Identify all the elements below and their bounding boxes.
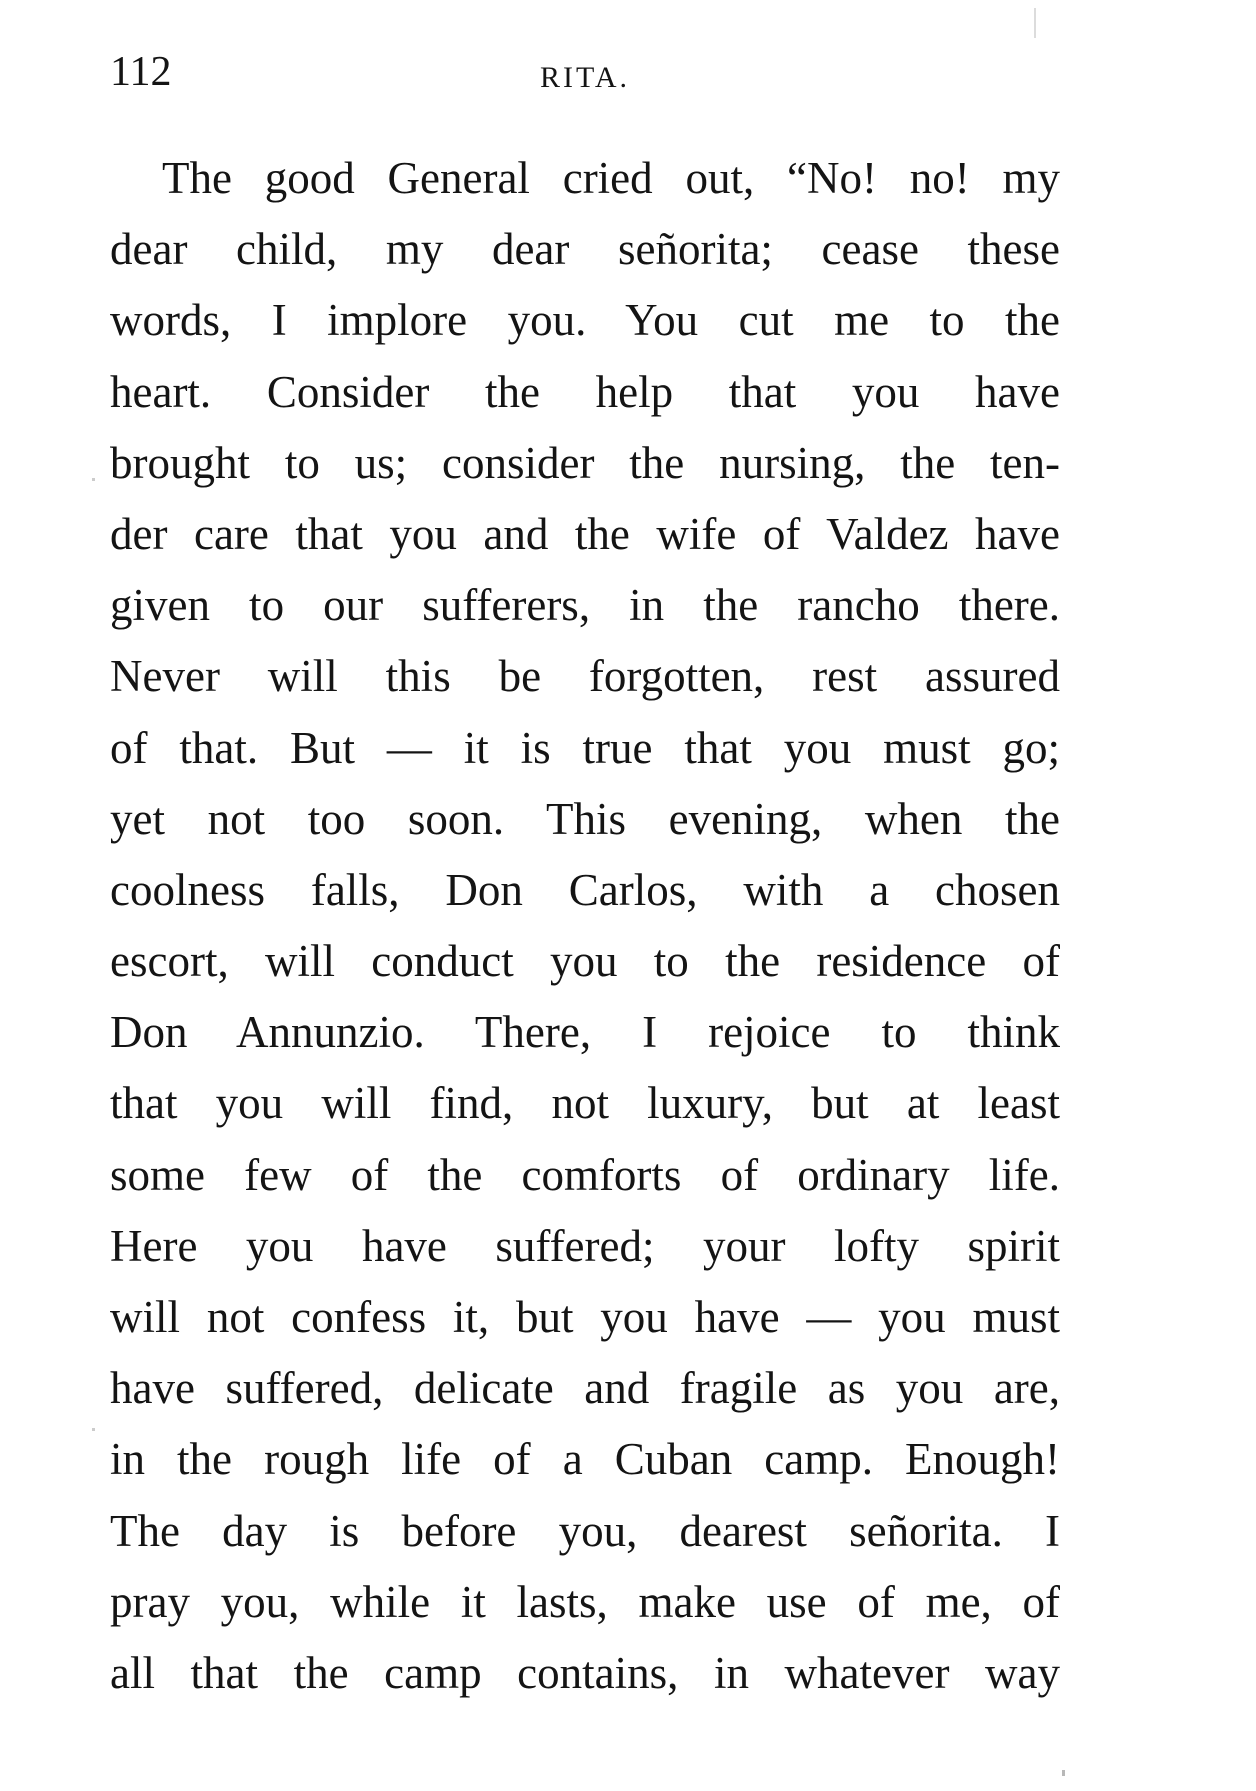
text-line: in the rough life of a Cuban camp. Enough! (110, 1434, 1060, 1485)
text-line: given to our sufferers, in the rancho there. (110, 580, 1060, 631)
scan-speck (92, 478, 95, 481)
text-line: some few of the comforts of ordinary life. (110, 1149, 1060, 1200)
text-line: words, I implore you. You cut me to the (110, 295, 1060, 346)
text-line: pray you, while it lasts, make use of me, of (110, 1576, 1060, 1627)
text-line: yet not too soon. This evening, when the (110, 793, 1060, 844)
text-line: brought to us; consider the nursing, the ten- (110, 437, 1060, 488)
scan-speck (1034, 8, 1036, 38)
text-line: dear child, my dear señorita; cease these (110, 224, 1060, 275)
text-line: have suffered, delicate and fragile as you are, (110, 1363, 1060, 1414)
page-number: 112 (110, 49, 172, 95)
running-title: RITA. (539, 61, 631, 94)
text-line: escort, will conduct you to the residence of (110, 936, 1060, 987)
page-header (110, 42, 1060, 102)
text-line: Don Annunzio. There, I rejoice to think (110, 1007, 1060, 1058)
text-line: of that. But — it is true that you must go; (110, 722, 1060, 773)
text-line: Never will this be forgotten, rest assured (110, 651, 1060, 702)
text-line: coolness falls, Don Carlos, with a chosen (110, 864, 1060, 915)
text-line: that you will find, not luxury, but at least (110, 1078, 1060, 1129)
text-line: all that the camp contains, in whatever way (110, 1647, 1060, 1698)
scan-speck (92, 1428, 95, 1431)
text-line: will not confess it, but you have — you must (110, 1292, 1060, 1342)
scan-speck (1062, 1770, 1065, 1776)
text-line: heart. Consider the help that you have (110, 366, 1060, 417)
text-line: Here you have suffered; your lofty spirit (110, 1220, 1060, 1271)
text-line: The good General cried out, “No! no! my (162, 153, 1060, 203)
body-text (110, 143, 1060, 1709)
text-line: der care that you and the wife of Valdez have (110, 508, 1060, 559)
text-line: The day is before you, dearest señorita. I (110, 1505, 1060, 1556)
